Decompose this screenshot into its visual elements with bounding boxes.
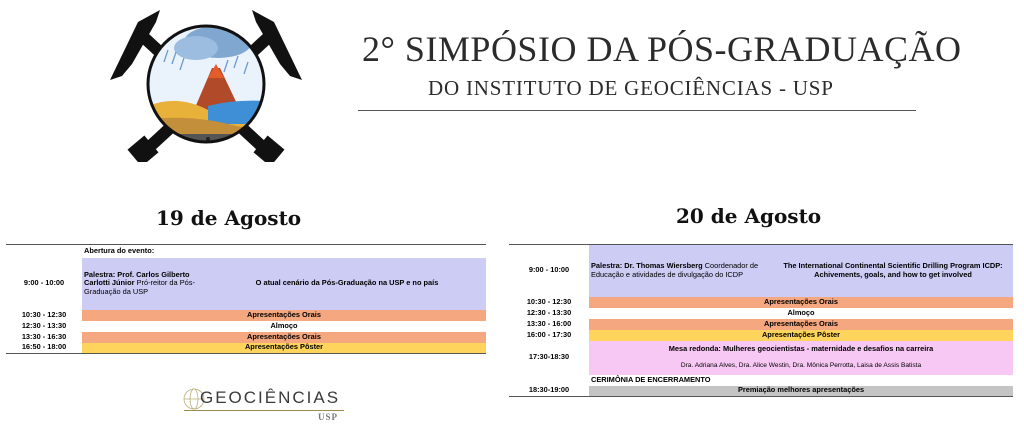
keynote-topic: The International Continental Scientific Drilling Program ICDP: Achivements, goals, and how to get involved [773,245,1013,297]
institute-subtitle: DO INSTITUTO DE GEOCIÊNCIAS - USP [428,76,834,100]
table-row: 10:30 - 12:30 Apresentações Orais [6,310,486,321]
day2-title: 20 de Agosto [676,204,822,228]
day2-schedule-table [509,244,1013,397]
panel-title: Mesa redonda: Mulheres geocientistas - maternidade e desafios na carreira [668,343,934,353]
opening-time: 9:00 - 10:00 [6,258,82,310]
table-row: 16:00 - 17:30 Apresentações Pôster [509,330,1013,341]
day1-schedule-table [6,244,486,354]
closing-time: 18:30-19:00 [509,386,589,397]
table-row: 10:30 - 12:30 Apresentações Orais [509,297,1013,308]
geociencias-logo-text: GEOCIÊNCIAS [200,388,341,407]
day1-title: 19 de Agosto [156,206,302,230]
usp-logo-text: USP [318,412,339,422]
logo-divider [184,410,344,411]
table-row: 13:30 - 16:00 Apresentações Orais [509,319,1013,330]
panel-time: 17:30-18:30 [509,341,589,375]
table-row: 13:30 - 16:30 Apresentações Orais [6,332,486,343]
panel-cell [589,341,1013,375]
table-row [509,386,1013,397]
opening-label: Abertura do evento: [82,245,486,258]
table-row [509,245,1013,297]
closing-ceremony-label: CERIMÔNIA DE ENCERRAMENTO [589,375,1013,386]
table-row [6,258,486,310]
table-row: 12:30 - 13:30 Almoço [509,308,1013,319]
table-row [509,375,1013,386]
title-divider [358,110,916,111]
panel-members: Dra. Adriana Alves, Dra. Alice Westin, Dra. Mônica Perrotta, Laisa de Assis Batista [680,361,922,369]
symposium-title: 2° SIMPÓSIO DA PÓS-GRADUAÇÃO [362,29,962,69]
keynote-speaker: Palestra: Dr. Thomas Wiersberg Coordenador de Educação e atividades de divulgação do ICDP [589,245,773,297]
table-row [509,341,1013,375]
opening-speaker: Palestra: Prof. Carlos Gilberto Carlotti Júnior Pró-reitor da Pós-Graduação da USP [82,258,208,310]
opening-topic: O atual cenário da Pós-Graduação na USP e no país [208,258,486,310]
table-row: 12:30 - 13:30 Almoço [6,321,486,332]
symposium-logo [108,2,304,162]
table-row: 16:50 - 18:00 Apresentações Pôster [6,343,486,354]
keynote-time: 9:00 - 10:00 [509,245,589,297]
awards-item: Premiação melhores apresentações [589,386,1013,397]
